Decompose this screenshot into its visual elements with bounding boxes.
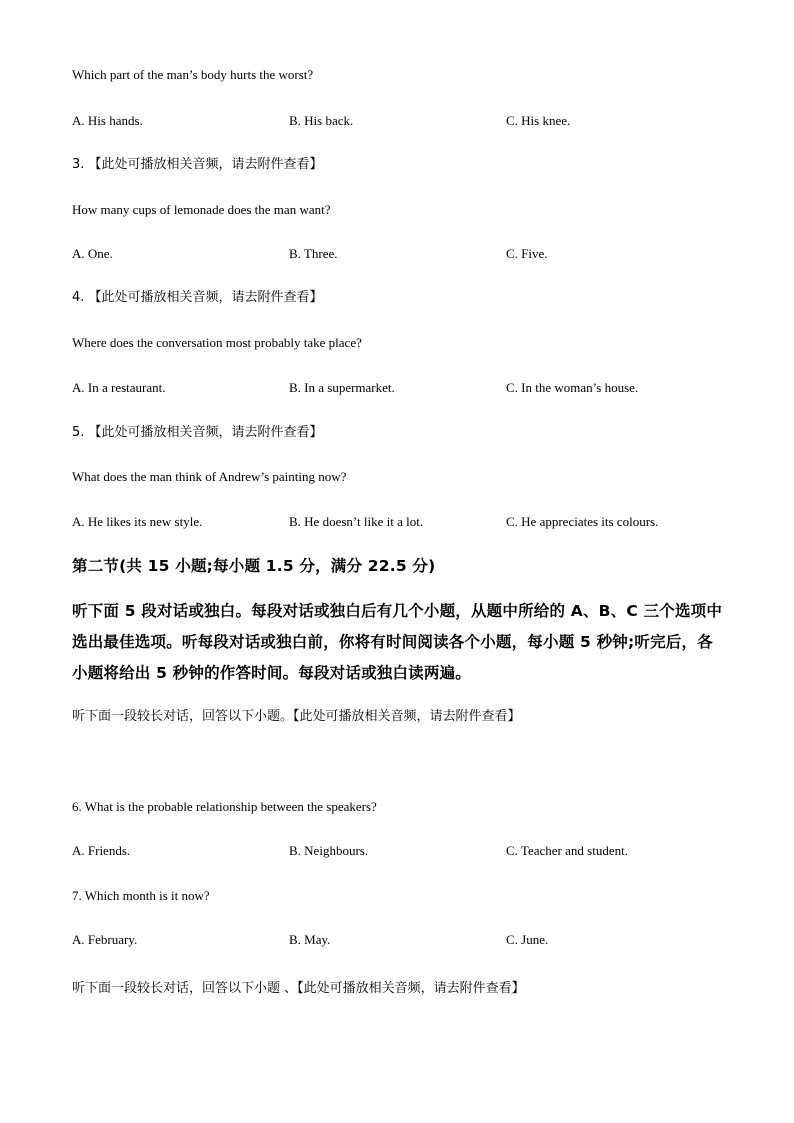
option-c: C. His knee. [506,113,571,128]
option-c: C. June. [506,932,549,947]
option-a: A. In a restaurant. [72,380,166,395]
option-a: A. One. [72,246,113,261]
option-b: B. In a supermarket. [289,380,395,395]
audio-placeholder: 3. 【此处可播放相关音频，请去附件查看】 [72,157,323,172]
question-text: 6. What is the probable relationship between the speakers? [72,799,377,814]
option-b: B. Three. [289,246,338,261]
instruction-line: 小题将给出 5 秒钟的作答时间。每段对话或独白读两遍。 [72,664,471,682]
question-text: Where does the conversation most probably take place? [72,335,362,350]
audio-placeholder: 5. 【此处可播放相关音频，请去附件查看】 [72,425,323,440]
question-text: How many cups of lemonade does the man want? [72,202,331,217]
question-text: 7. Which month is it now? [72,888,210,903]
option-a: A. His hands. [72,113,143,128]
option-a: A. February. [72,932,138,947]
option-c: C. He appreciates its colours. [506,514,659,529]
instruction-line: 选出最佳选项。听每段对话或独白前，你将有时间阅读各个小题，每小题 5 秒钟;听完后，各 [72,633,713,651]
question-text: Which part of the man’s body hurts the worst? [72,67,314,82]
dialogue-intro: 听下面一段较长对话，回答以下小题。【此处可播放相关音频，请去附件查看】 [72,709,521,724]
option-b: B. Neighbours. [289,843,369,858]
option-c: C. Five. [506,246,548,261]
option-b: B. He doesn’t like it a lot. [289,514,424,529]
option-c: C. In the woman’s house. [506,380,639,395]
option-c: C. Teacher and student. [506,843,628,858]
section-heading: 第二节(共 15 小题;每小题 1.5 分，满分 22.5 分) [72,557,436,575]
option-a: A. Friends. [72,843,131,858]
question-text: What does the man think of Andrew’s painting now? [72,469,347,484]
option-a: A. He likes its new style. [72,514,203,529]
dialogue-intro: 听下面一段较长对话，回答以下小题 、【此处可播放相关音频，请去附件查看】 [72,981,525,996]
instruction-line: 听下面 5 段对话或独白。每段对话或独白后有几个小题，从题中所给的 A、B、C 三个选项中 [72,602,723,620]
option-b: B. His back. [289,113,354,128]
option-b: B. May. [289,932,331,947]
audio-placeholder: 4. 【此处可播放相关音频，请去附件查看】 [72,290,323,305]
